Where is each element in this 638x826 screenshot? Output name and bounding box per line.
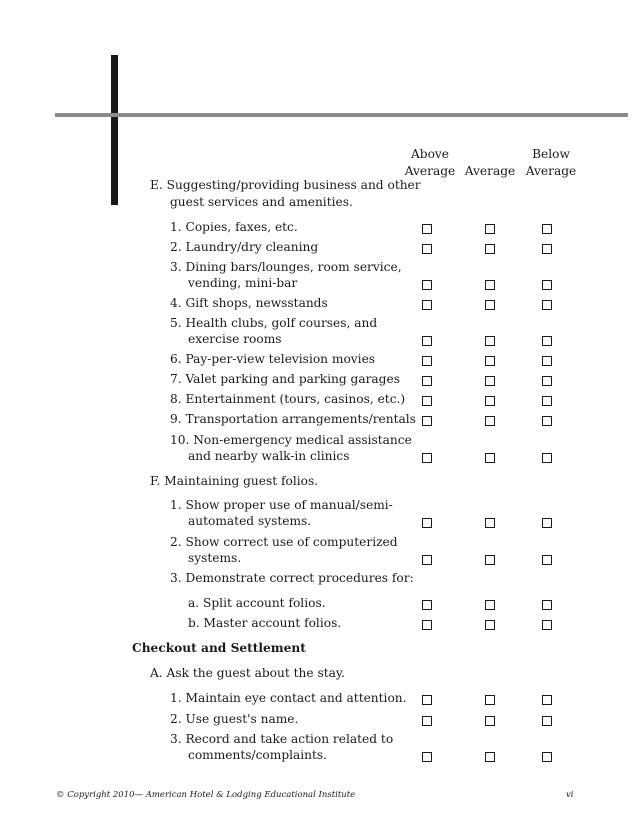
checkbox-e3-below[interactable] bbox=[542, 280, 552, 290]
checkbox-e6-average[interactable] bbox=[485, 356, 495, 366]
item-e10: 10. Non-emergency medical assistance bbox=[170, 433, 412, 447]
column-header-below-average: Below Average bbox=[525, 147, 577, 178]
item-e2: 2. Laundry/dry cleaning bbox=[170, 240, 319, 254]
item-f1-cont: automated systems. bbox=[188, 514, 312, 528]
checkbox-c3-average[interactable] bbox=[485, 752, 495, 762]
checkout-title: Checkout and Settlement bbox=[132, 641, 306, 655]
checkbox-f1-above[interactable] bbox=[422, 518, 432, 528]
item-e9: 9. Transportation arrangements/rentals bbox=[170, 412, 416, 426]
item-f1: 1. Show proper use of manual/semi- bbox=[170, 498, 393, 512]
checkbox-e5-below[interactable] bbox=[542, 336, 552, 346]
checkbox-c1-below[interactable] bbox=[542, 695, 552, 705]
item-f2: 2. Show correct use of computerized bbox=[170, 535, 398, 549]
section-f-heading: F. Maintaining guest folios. bbox=[150, 474, 319, 488]
item-f2-cont: systems. bbox=[188, 551, 242, 565]
item-c3: 3. Record and take action related to bbox=[170, 732, 394, 746]
checkout-a-heading: A. Ask the guest about the stay. bbox=[150, 666, 346, 680]
checkbox-c1-above[interactable] bbox=[422, 695, 432, 705]
checkbox-e6-below[interactable] bbox=[542, 356, 552, 366]
checkbox-e6-above[interactable] bbox=[422, 356, 432, 366]
checkbox-c2-above[interactable] bbox=[422, 716, 432, 726]
checkbox-f1-average[interactable] bbox=[485, 518, 495, 528]
checkbox-e7-average[interactable] bbox=[485, 376, 495, 386]
checkbox-e9-below[interactable] bbox=[542, 416, 552, 426]
checkbox-e7-above[interactable] bbox=[422, 376, 432, 386]
checkbox-fb-above[interactable] bbox=[422, 620, 432, 630]
checkbox-f2-average[interactable] bbox=[485, 555, 495, 565]
checkbox-e10-average[interactable] bbox=[485, 453, 495, 463]
checkbox-fa-below[interactable] bbox=[542, 600, 552, 610]
item-e6: 6. Pay-per-view television movies bbox=[170, 352, 376, 366]
checkbox-e2-above[interactable] bbox=[422, 244, 432, 254]
column-header-above-average: Above Average bbox=[404, 147, 456, 178]
item-c2: 2. Use guest's name. bbox=[170, 712, 299, 726]
checkbox-e5-average[interactable] bbox=[485, 336, 495, 346]
item-c1: 1. Maintain eye contact and attention. bbox=[170, 691, 407, 705]
checkbox-fb-average[interactable] bbox=[485, 620, 495, 630]
checkbox-e8-below[interactable] bbox=[542, 396, 552, 406]
column-header-average: Average bbox=[464, 164, 516, 178]
checkbox-e1-average[interactable] bbox=[485, 224, 495, 234]
checkbox-e1-below[interactable] bbox=[542, 224, 552, 234]
checkbox-f2-above[interactable] bbox=[422, 555, 432, 565]
item-e7: 7. Valet parking and parking garages bbox=[170, 372, 400, 386]
checkbox-c2-below[interactable] bbox=[542, 716, 552, 726]
checkbox-e3-above[interactable] bbox=[422, 280, 432, 290]
checkbox-c3-above[interactable] bbox=[422, 752, 432, 762]
item-e8: 8. Entertainment (tours, casinos, etc.) bbox=[170, 392, 406, 406]
item-e10-cont: and nearby walk-in clinics bbox=[188, 449, 350, 463]
footer-copyright: © Copyright 2010— American Hotel & Lodging Educational Institute bbox=[56, 790, 356, 800]
section-e-heading: E. Suggesting/providing business and other bbox=[150, 178, 421, 192]
subitem-fb: b. Master account folios. bbox=[188, 616, 342, 630]
checkbox-e4-below[interactable] bbox=[542, 300, 552, 310]
checkbox-e9-above[interactable] bbox=[422, 416, 432, 426]
checkbox-e3-average[interactable] bbox=[485, 280, 495, 290]
checkbox-e4-average[interactable] bbox=[485, 300, 495, 310]
item-e3: 3. Dining bars/lounges, room service, bbox=[170, 260, 402, 274]
checkbox-e10-below[interactable] bbox=[542, 453, 552, 463]
checkbox-e8-above[interactable] bbox=[422, 396, 432, 406]
subitem-fa: a. Split account folios. bbox=[188, 596, 326, 610]
checkbox-c3-below[interactable] bbox=[542, 752, 552, 762]
item-f3: 3. Demonstrate correct procedures for: bbox=[170, 571, 414, 585]
checkbox-e5-above[interactable] bbox=[422, 336, 432, 346]
checkbox-f1-below[interactable] bbox=[542, 518, 552, 528]
item-e5-cont: exercise rooms bbox=[188, 332, 282, 346]
vertical-rule bbox=[111, 55, 118, 205]
checkbox-e2-average[interactable] bbox=[485, 244, 495, 254]
horizontal-rule bbox=[55, 113, 628, 117]
checkbox-fa-above[interactable] bbox=[422, 600, 432, 610]
checkbox-f2-below[interactable] bbox=[542, 555, 552, 565]
checkbox-e7-below[interactable] bbox=[542, 376, 552, 386]
checkbox-e4-above[interactable] bbox=[422, 300, 432, 310]
checkbox-c1-average[interactable] bbox=[485, 695, 495, 705]
item-e5: 5. Health clubs, golf courses, and bbox=[170, 316, 378, 330]
checkbox-e8-average[interactable] bbox=[485, 396, 495, 406]
checkbox-fa-average[interactable] bbox=[485, 600, 495, 610]
checkbox-e1-above[interactable] bbox=[422, 224, 432, 234]
checkbox-e9-average[interactable] bbox=[485, 416, 495, 426]
checkbox-c2-average[interactable] bbox=[485, 716, 495, 726]
checkbox-fb-below[interactable] bbox=[542, 620, 552, 630]
checkbox-e10-above[interactable] bbox=[422, 453, 432, 463]
item-e3-cont: vending, mini-bar bbox=[188, 276, 298, 290]
checkbox-e2-below[interactable] bbox=[542, 244, 552, 254]
item-c3-cont: comments/complaints. bbox=[188, 748, 328, 762]
footer-page-number: vi bbox=[566, 790, 574, 800]
item-e1: 1. Copies, faxes, etc. bbox=[170, 220, 298, 234]
item-e4: 4. Gift shops, newsstands bbox=[170, 296, 328, 310]
section-e-heading-cont: guest services and amenities. bbox=[170, 195, 353, 209]
